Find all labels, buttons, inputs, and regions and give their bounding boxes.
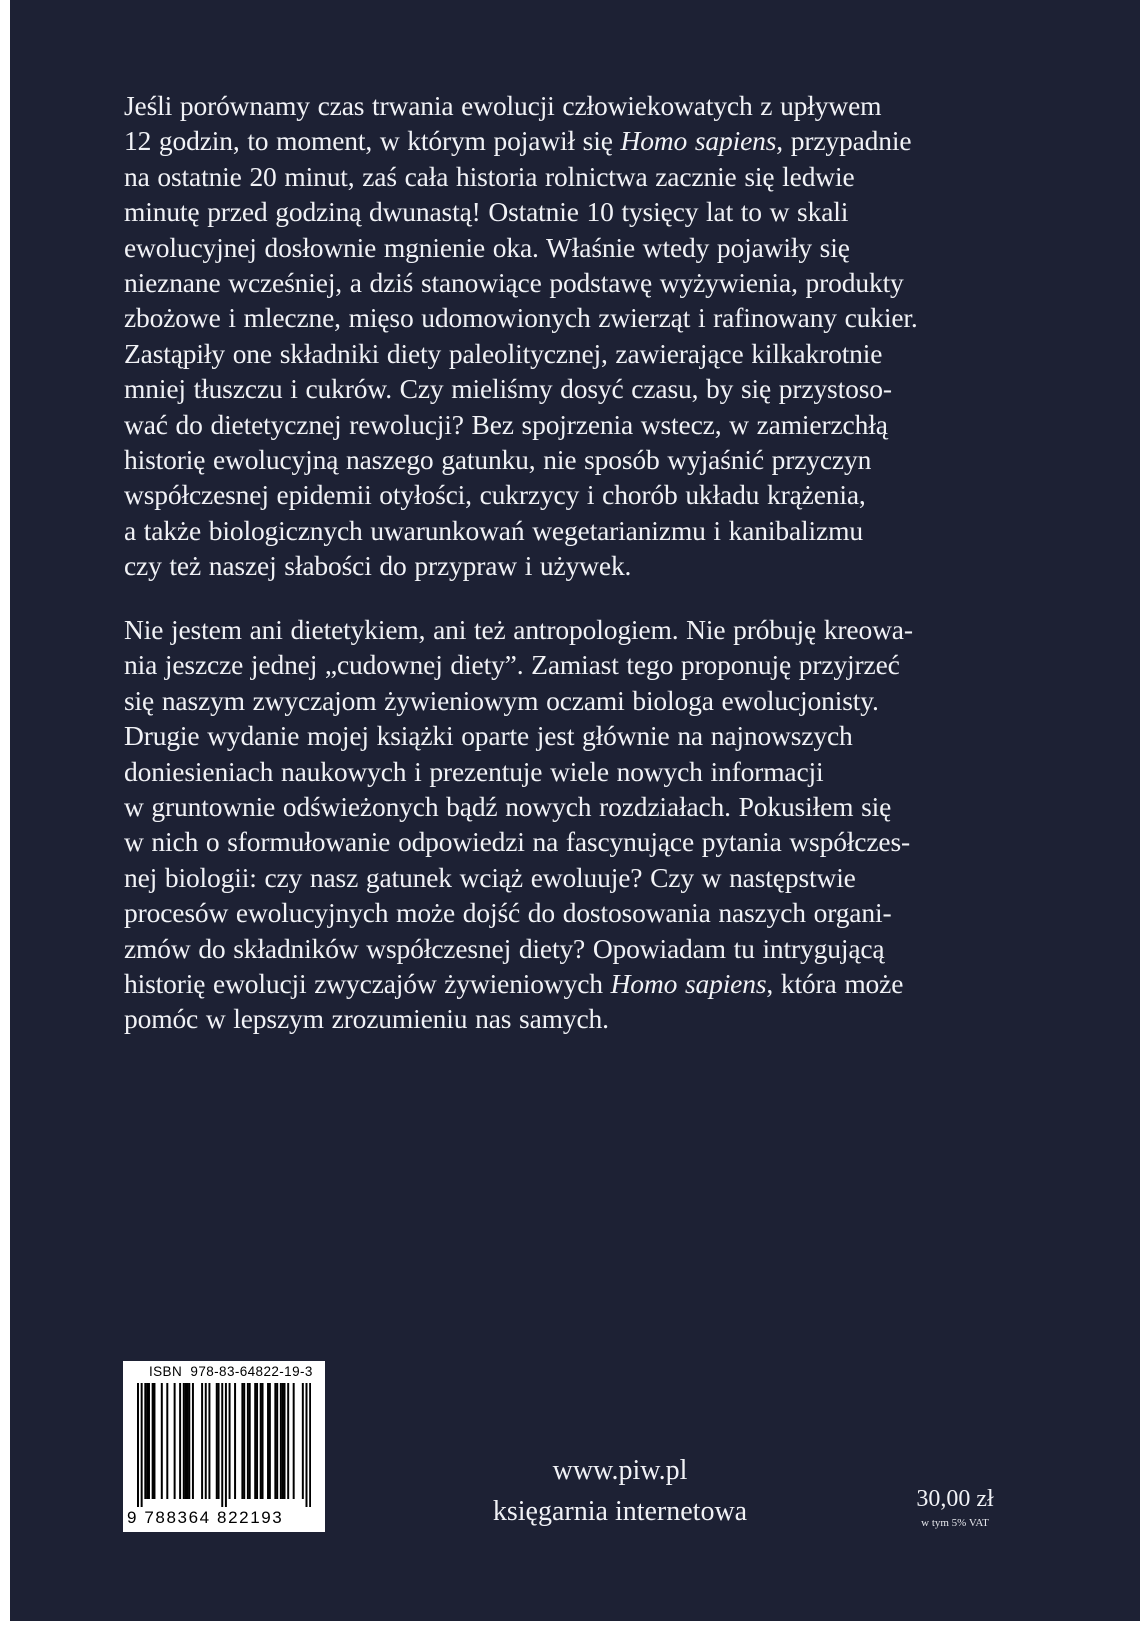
text-run: w nich o sformułowanie odpowiedzi na fascynujące pytania współczes- — [124, 826, 911, 858]
barcode-bar — [287, 1383, 289, 1499]
barcode-bar — [282, 1383, 284, 1499]
text-line — [124, 718, 984, 753]
barcode-bar — [179, 1383, 181, 1499]
barcode-bar — [183, 1383, 185, 1499]
text-run: historię ewolucyjną naszego gatunku, nie sposób wyjaśnić przyczyn — [124, 444, 872, 476]
text-run: się naszym zwyczajom żywieniowym oczami biologa ewolucjonisty. — [124, 684, 879, 716]
text-run: Drugie wydanie mojej książki oparte jest głównie na najnowszych — [124, 720, 853, 752]
text-run: nej biologii: czy nasz gatunek wciąż ewoluuje? Czy w następstwie — [124, 861, 856, 893]
barcode-digits: 9 788364 822193 — [127, 1508, 284, 1527]
barcode-bar — [192, 1383, 194, 1499]
barcode-bar — [247, 1383, 249, 1499]
text-run: czy też naszej słabości do przypraw i używek. — [124, 550, 632, 582]
barcode-bar — [174, 1383, 176, 1499]
barcode-bar — [241, 1383, 243, 1499]
barcode-bars — [137, 1383, 311, 1507]
text-line — [124, 442, 984, 477]
text-run: doniesieniach naukowych i prezentuje wiele nowych informacji — [124, 755, 824, 787]
barcode-bar — [243, 1383, 245, 1499]
text-run: zmów do składników współczesnej diety? Opowiadam tu intrygującą — [124, 932, 885, 964]
barcode-bar — [144, 1383, 146, 1499]
text-run: mniej tłuszczu i cukrów. Czy mieliśmy dosyć czasu, by się przystoso- — [124, 373, 892, 405]
text-run: nia jeszcze jednej „cudownej diety”. Zamiast tego proponuję przyjrzeć — [124, 649, 900, 681]
barcode-bar — [216, 1383, 218, 1499]
text-run: a także biologicznych uwarunkowań wegetarianizmu i kanibalizmu — [124, 514, 863, 546]
barcode-bar — [166, 1383, 168, 1499]
barcode-bar — [234, 1383, 236, 1499]
text-run: , która może — [766, 968, 904, 1000]
barcode-bar — [218, 1383, 220, 1499]
vat-note: w tym 5% VAT — [921, 1517, 989, 1529]
publisher-bookshop: księgarnia internetowa — [492, 1496, 748, 1527]
text-run: Zastąpiły one składniki diety paleolitycznej, zawierające kilkakrotnie — [124, 337, 883, 369]
barcode-bar — [249, 1383, 251, 1499]
text-run: Nie jestem ani dietetykiem, ani też antropologiem. Nie próbuję kreowa- — [124, 614, 913, 645]
barcode-bar — [267, 1383, 269, 1499]
text-run: , przypadnie — [776, 125, 912, 157]
barcode-bar — [137, 1383, 139, 1507]
barcode-bar — [185, 1383, 187, 1499]
text-line — [124, 548, 984, 583]
barcode-bar — [229, 1383, 231, 1499]
text-run: nieznane wcześniej, a dziś stanowiące podstawę wyżywienia, produkty — [124, 267, 904, 299]
isbn-number: ISBN 978-83-64822-19-3 — [149, 1364, 313, 1379]
text-run: wać do dietetycznej rewolucji? Bez spojrzenia wstecz, w zamierzchłą — [124, 408, 888, 440]
text-line — [124, 336, 984, 371]
text-line — [124, 1001, 984, 1036]
text-line — [124, 194, 984, 229]
text-line — [124, 931, 984, 966]
barcode-bar — [148, 1383, 150, 1499]
text-run: pomóc w lepszym zrozumieniu nas samych. — [124, 1003, 609, 1035]
text-line — [124, 612, 984, 647]
text-run: historię ewolucji zwyczajów żywieniowych — [124, 968, 611, 1000]
barcode-bar — [153, 1383, 155, 1499]
barcode-bar — [254, 1383, 256, 1499]
barcode-bar — [201, 1383, 203, 1499]
text-run: procesów ewolucyjnych może dojść do dostosowania naszych organi- — [124, 897, 892, 929]
text-run: na ostatnie 20 minut, zaś cała historia rolnictwa zacznie się ledwie — [124, 160, 855, 192]
barcode-bar — [309, 1383, 311, 1507]
barcode-bar — [152, 1383, 154, 1499]
text-line — [124, 966, 984, 1001]
barcode-bar — [274, 1383, 276, 1499]
text-run: w gruntownie odświeżonych bądź nowych rozdziałach. Pokusiłem się — [124, 791, 892, 823]
barcode-bar — [256, 1383, 258, 1499]
barcode-bar — [221, 1383, 223, 1507]
text-run: minutę przed godziną dwunastą! Ostatnie 10 tysięcy lat to w skali — [124, 196, 849, 228]
barcode-bar — [141, 1383, 143, 1507]
text-run: zbożowe i mleczne, mięso udomowionych zwierząt i rafinowany cukier. — [124, 302, 918, 334]
text-run: Jeśli porównamy czas trwania ewolucji człowiekowatych z upływem — [124, 90, 882, 121]
barcode-bar — [284, 1383, 286, 1499]
publisher-url: www.piw.pl — [552, 1455, 688, 1486]
text-run: 12 godzin, to moment, w którym pojawił się — [124, 125, 621, 157]
barcode-bar — [262, 1383, 264, 1499]
text-line — [124, 647, 984, 682]
text-run: współczesnej epidemii otyłości, cukrzycy i chorób układu krążenia, — [124, 479, 866, 511]
barcode-bar — [269, 1383, 271, 1499]
barcode-bar — [208, 1383, 210, 1499]
text-line — [124, 477, 984, 512]
barcode-bar — [302, 1383, 304, 1499]
text-line — [124, 683, 984, 718]
text-line — [124, 371, 984, 406]
barcode-bar — [306, 1383, 308, 1507]
barcode-bar — [186, 1383, 188, 1499]
text-line — [124, 895, 984, 930]
blurb-paragraph-1 — [124, 88, 984, 584]
price: 30,00 zł — [916, 1486, 994, 1512]
text-line — [124, 123, 984, 158]
barcode-bar — [260, 1383, 262, 1499]
barcode-bar — [188, 1383, 190, 1499]
text-line — [124, 265, 984, 300]
text-line — [124, 88, 984, 123]
text-line — [124, 824, 984, 859]
italic-text: Homo sapiens — [610, 968, 767, 1000]
blurb-paragraph-2 — [124, 612, 984, 1037]
text-line — [124, 230, 984, 265]
text-line — [124, 159, 984, 194]
barcode-bar — [146, 1383, 148, 1499]
isbn-barcode — [123, 1361, 325, 1532]
barcode-bar — [161, 1383, 163, 1499]
text-line — [124, 789, 984, 824]
text-run: ewolucyjnej dosłownie mgnienie oka. Właśnie wtedy pojawiły się — [124, 231, 850, 263]
text-line — [124, 860, 984, 895]
text-line — [124, 513, 984, 548]
text-line — [124, 754, 984, 789]
barcode-bar — [205, 1383, 207, 1499]
italic-text: Homo sapiens — [620, 125, 777, 157]
barcode-bar — [280, 1383, 282, 1499]
barcode-bar — [276, 1383, 278, 1499]
barcode-bar — [293, 1383, 295, 1499]
text-line — [124, 407, 984, 442]
barcode-bar — [225, 1383, 227, 1507]
text-line — [124, 300, 984, 335]
